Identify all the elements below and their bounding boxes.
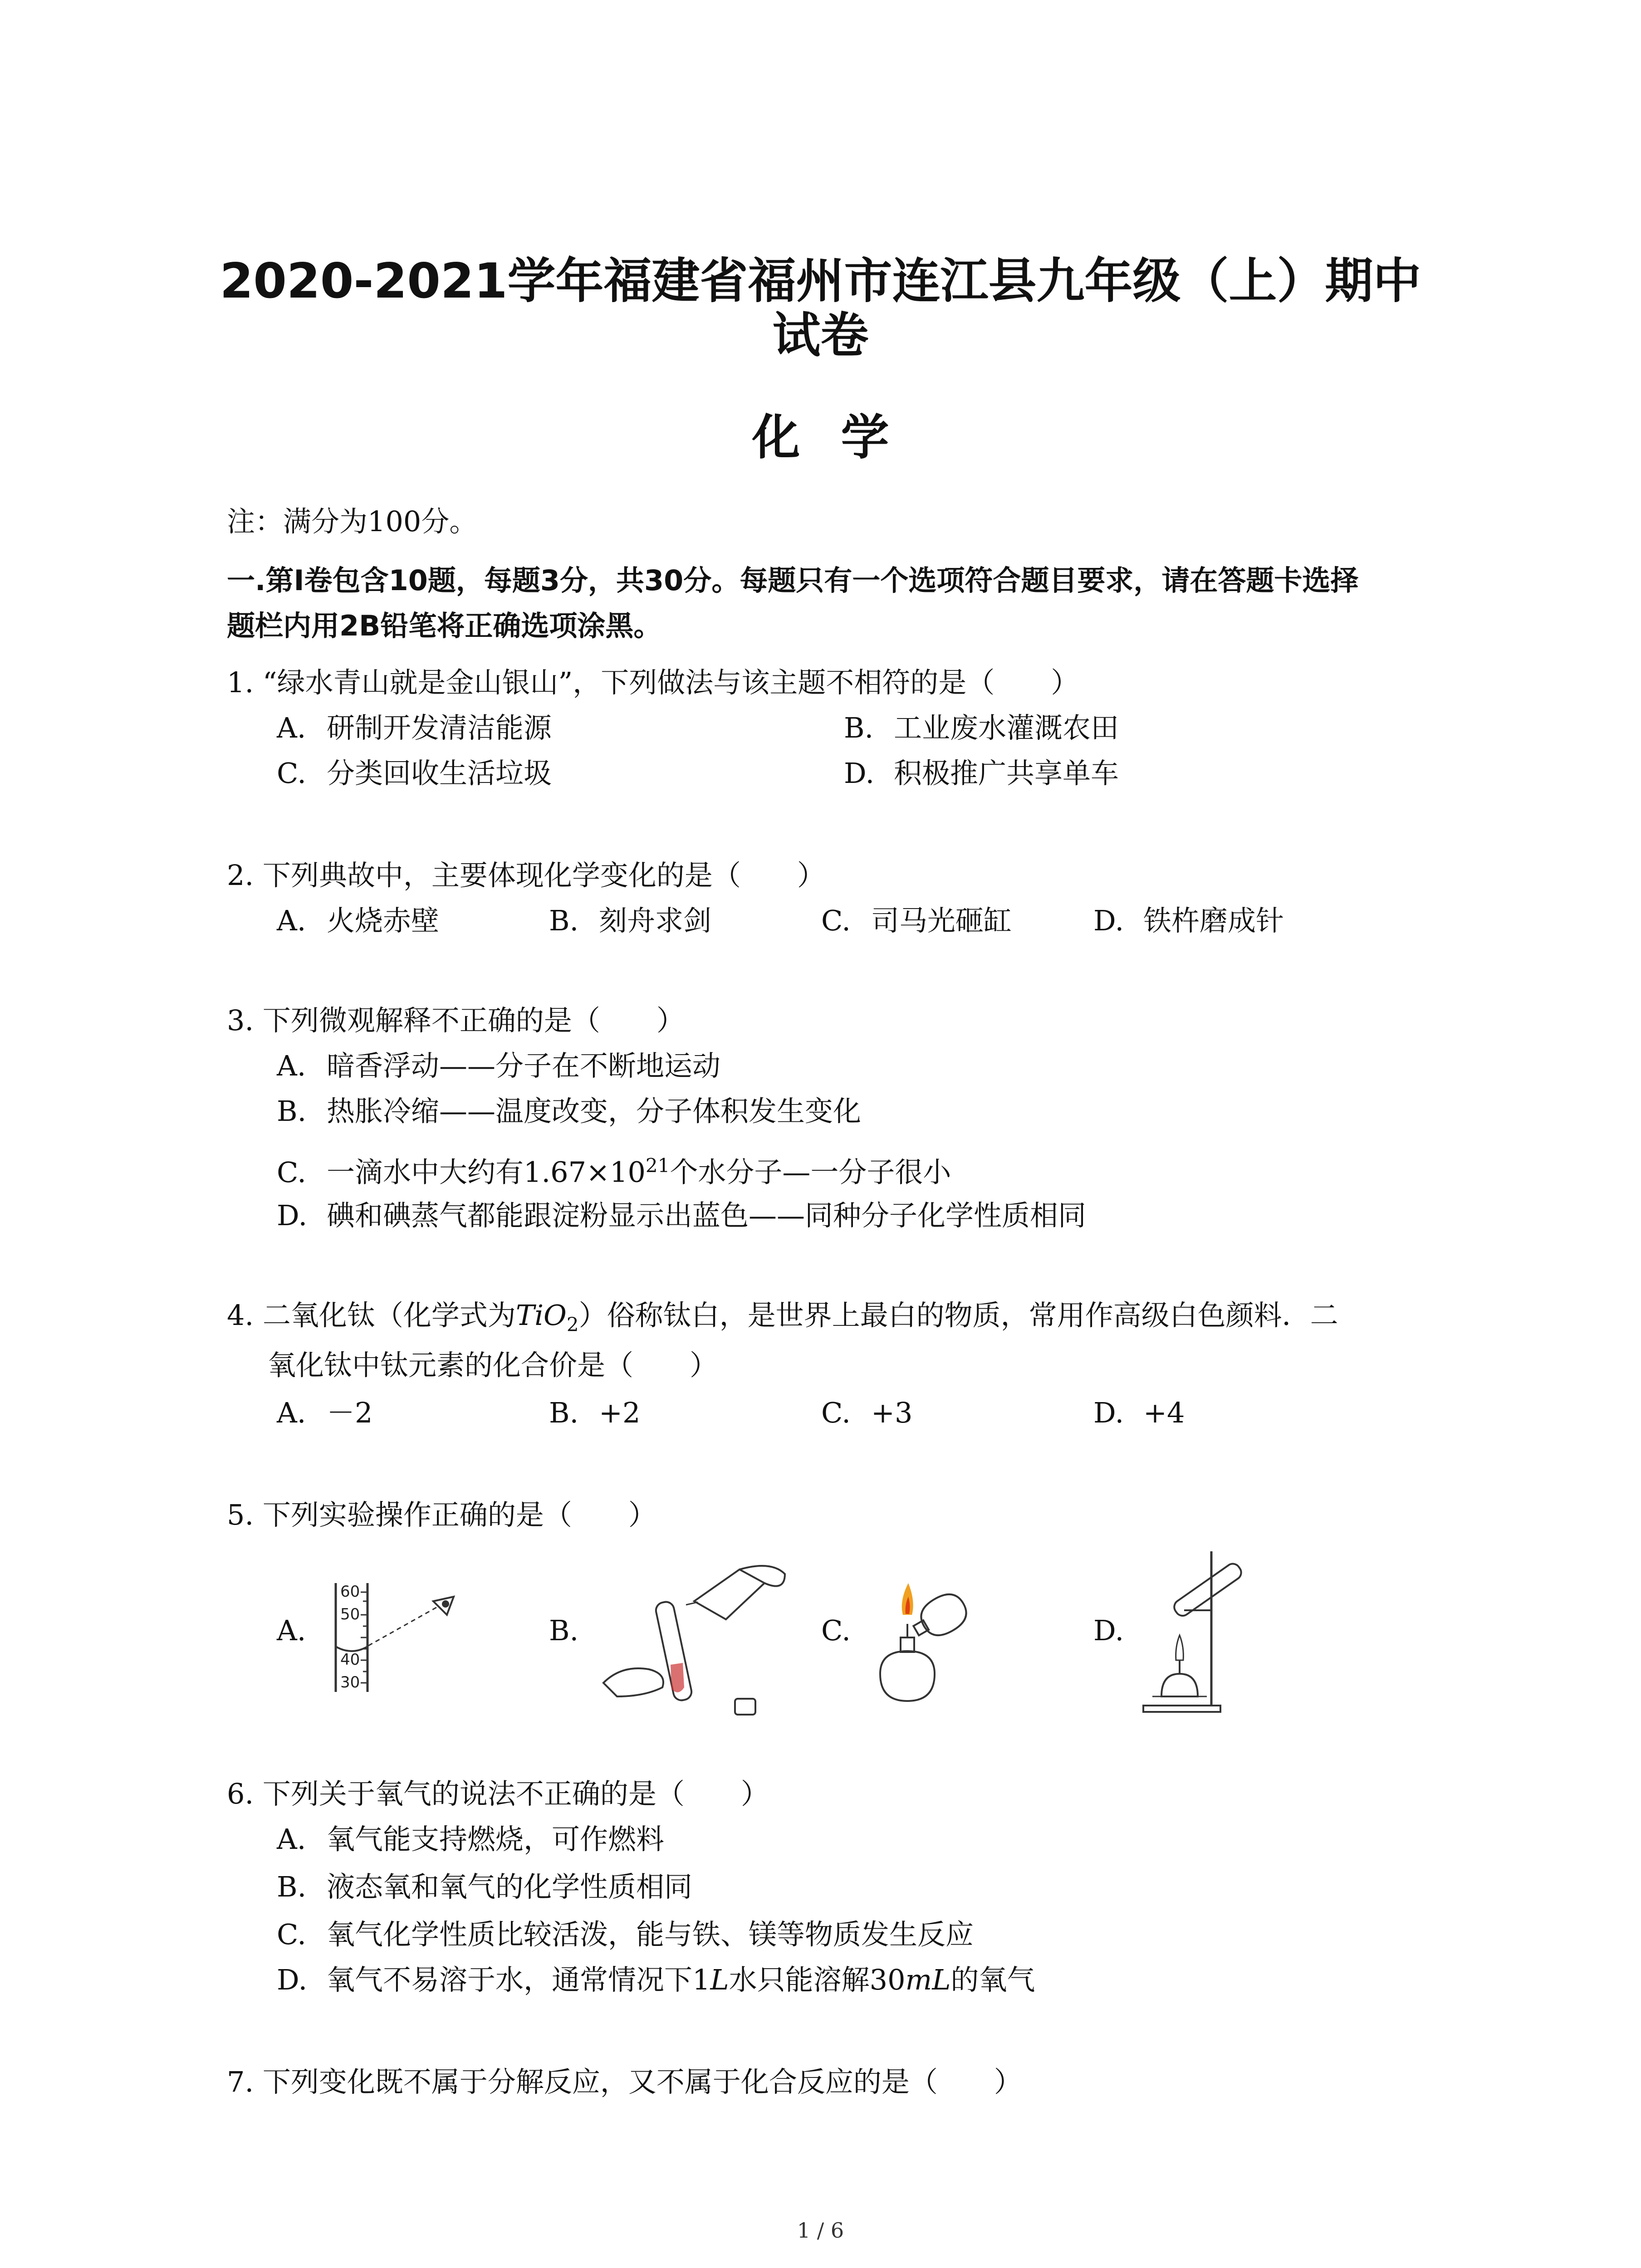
section-heading-line2: 题栏内用2B铅笔将正确选项涂黑。	[227, 609, 662, 642]
subject-title: 化学	[752, 410, 930, 465]
heating-test-tube-figure	[1134, 1538, 1261, 1719]
question-1-option-d: D. 积极推广共享单车	[844, 757, 1119, 790]
question-6-option-c: C. 氧气化学性质比较活泼，能与铁、镁等物质发生反应	[277, 1918, 974, 1951]
chemical-formula: TiO	[515, 1299, 567, 1332]
question-3-stem: 3. 下列微观解释不正确的是（ ）	[227, 1004, 685, 1037]
question-2-stem: 2. 下列典故中，主要体现化学变化的是（ ）	[227, 859, 825, 892]
question-2-option-d: D. 铁杵磨成针	[1093, 904, 1284, 937]
score-note: 注：满分为100分。	[227, 505, 478, 538]
question-5-option-a-label: A.	[277, 1614, 306, 1647]
scale-label-50: 50	[340, 1605, 360, 1623]
scale-label-60: 60	[340, 1583, 360, 1601]
scale-label-30: 30	[340, 1673, 360, 1691]
question-4-option-d: D. +4	[1093, 1396, 1185, 1429]
question-5-option-c-label: C.	[821, 1614, 851, 1647]
question-4-stem-line2: 氧化钛中钛元素的化合价是（ ）	[268, 1349, 718, 1382]
question-1-option-b: B. 工业废水灌溉农田	[844, 711, 1119, 744]
exam-title-line1: 2020-2021学年福建省福州市连江县九年级（上）期中	[220, 253, 1421, 309]
question-4-option-c: C. +3	[821, 1396, 913, 1429]
question-4-stem-line1: 4. 二氧化钛（化学式为TiO$_2$）俗称钛白，是世界上最白的物质，常用作高级白色颜料．二	[227, 1299, 1338, 1336]
question-1-stem: 1. “绿水青山就是金山银山”，下列做法与该主题不相符的是（ ）	[227, 666, 1079, 699]
question-3-option-a: A. 暗香浮动——分子在不断地运动	[277, 1049, 721, 1082]
question-5-option-d-label: D.	[1093, 1614, 1124, 1647]
question-3-option-c: C. 一滴水中大约有$1.67\times 10^{21}$个水分子—一分子很小	[277, 1154, 951, 1189]
question-1-option-a: A. 研制开发清洁能源	[277, 711, 552, 744]
graduated-cylinder-reading-figure	[318, 1579, 467, 1696]
scale-label-40: 40	[340, 1651, 360, 1669]
question-6-option-b: B. 液态氧和氧气的化学性质相同	[277, 1870, 693, 1903]
question-3-option-b: B. 热胀冷缩——温度改变，分子体积发生变化	[277, 1095, 862, 1128]
question-2-option-c: C. 司马光砸缸	[821, 904, 1012, 937]
question-5-stem: 5. 下列实验操作正确的是（ ）	[227, 1498, 656, 1531]
question-6-option-d: D. 氧气不易溶于水，通常情况下1L水只能溶解30mL的氧气	[277, 1963, 1035, 1996]
exam-title-line2: 试卷	[772, 308, 869, 363]
question-4-option-b: B. +2	[549, 1396, 641, 1429]
alcohol-lamp-lighting-figure	[857, 1569, 994, 1715]
question-5-option-b-label: B.	[549, 1614, 579, 1647]
question-6-option-a: A. 氧气能支持燃烧，可作燃料	[277, 1823, 665, 1856]
page-number: 1 / 6	[797, 2218, 844, 2243]
question-1-option-c: C. 分类回收生活垃圾	[277, 757, 552, 790]
question-2-option-b: B. 刻舟求剑	[549, 904, 712, 937]
question-3-option-d: D. 碘和碘蒸气都能跟淀粉显示出蓝色——同种分子化学性质相同	[277, 1199, 1087, 1232]
question-2-option-a: A. 火烧赤壁	[277, 904, 440, 937]
pouring-liquid-figure	[590, 1551, 794, 1719]
question-4-option-a: A. －2	[277, 1396, 373, 1429]
section-heading-line1: 一.第Ⅰ卷包含10题，每题3分，共30分。每题只有一个选项符合题目要求，请在答题卡选择	[227, 564, 1359, 597]
question-7-stem: 7. 下列变化既不属于分解反应，又不属于化合反应的是（ ）	[227, 2065, 1022, 2098]
question-6-stem: 6. 下列关于氧气的说法不正确的是（ ）	[227, 1777, 769, 1810]
